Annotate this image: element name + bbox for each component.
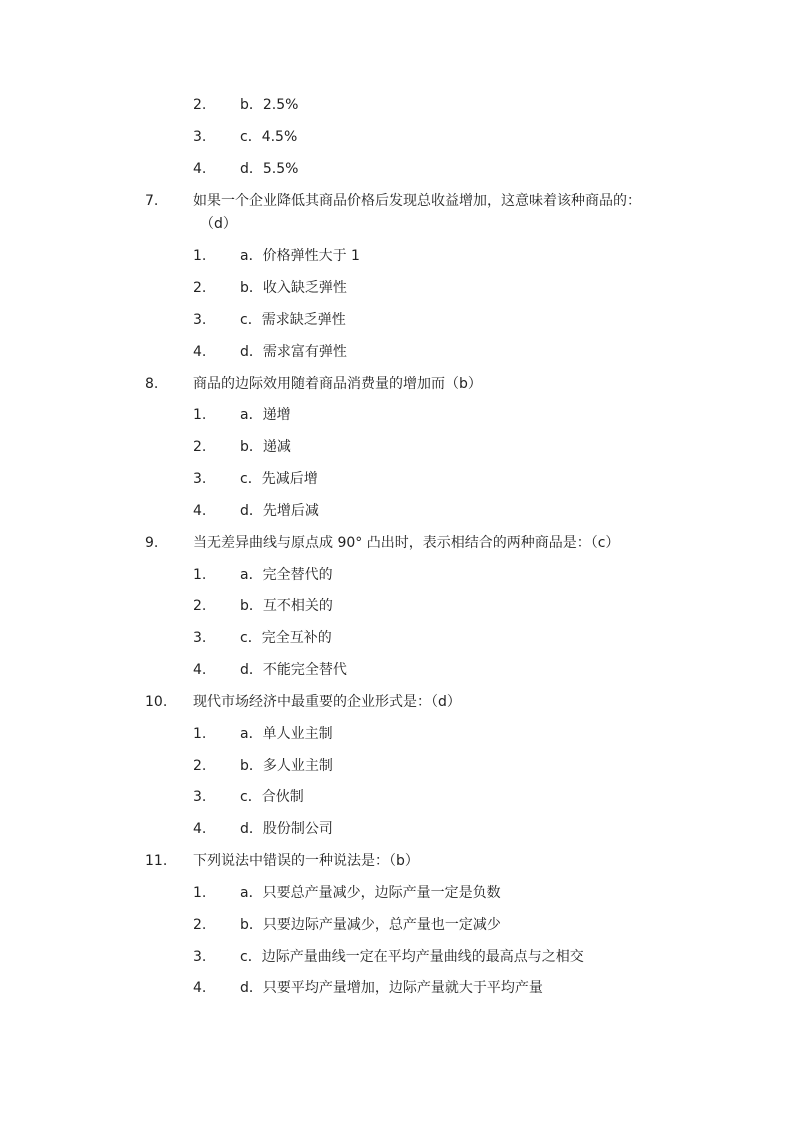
option-number: 1. xyxy=(193,248,207,264)
option-text: a．单人业主制 xyxy=(240,726,333,742)
option-number: 3. xyxy=(193,949,207,965)
option-text: b．互不相关的 xyxy=(240,598,333,614)
option-text: c．边际产量曲线一定在平均产量曲线的最高点与之相交 xyxy=(240,949,584,965)
question-text: 下列说法中错误的一种说法是：（b） xyxy=(193,853,419,869)
option-text: d．只要平均产量增加，边际产量就大于平均产量 xyxy=(240,980,543,996)
option-number: 3. xyxy=(193,129,207,145)
question-text: 当无差异曲线与原点成 90° 凸出时，表示相结合的两种商品是：（c） xyxy=(193,535,620,551)
question-text: 如果一个企业降低其商品价格后发现总收益增加，这意味着该种商品的： xyxy=(193,193,641,209)
option-number: 2. xyxy=(193,439,207,455)
option-text: d．5.5% xyxy=(240,161,299,177)
question-text: 现代市场经济中最重要的企业形式是：（d） xyxy=(193,694,461,710)
question-number: 10. xyxy=(145,694,168,710)
option-text: d．先增后减 xyxy=(240,503,319,519)
option-text: b．多人业主制 xyxy=(240,758,333,774)
option-number: 3. xyxy=(193,312,207,328)
option-number: 2. xyxy=(193,598,207,614)
option-text: b．收入缺乏弹性 xyxy=(240,280,347,296)
option-text: b．递减 xyxy=(240,439,291,455)
option-text: a．递增 xyxy=(240,407,291,423)
option-number: 3. xyxy=(193,471,207,487)
question-number: 11. xyxy=(145,853,168,869)
question-answer: （d） xyxy=(200,216,237,232)
option-text: d．股份制公司 xyxy=(240,821,333,837)
option-text: b．2.5% xyxy=(240,97,299,113)
option-number: 2. xyxy=(193,280,207,296)
option-text: c．需求缺乏弹性 xyxy=(240,312,346,328)
option-number: 4. xyxy=(193,662,207,678)
question-text: 商品的边际效用随着商品消费量的增加而（b） xyxy=(193,376,482,392)
option-number: 3. xyxy=(193,789,207,805)
option-number: 2. xyxy=(193,97,207,113)
option-text: a．完全替代的 xyxy=(240,567,333,583)
option-number: 2. xyxy=(193,758,207,774)
question-number: 9. xyxy=(145,535,159,551)
option-number: 4. xyxy=(193,980,207,996)
option-text: b．只要边际产量减少，总产量也一定减少 xyxy=(240,917,501,933)
option-number: 2. xyxy=(193,917,207,933)
option-number: 1. xyxy=(193,885,207,901)
option-text: d．不能完全替代 xyxy=(240,662,347,678)
question-number: 7. xyxy=(145,193,159,209)
option-number: 3. xyxy=(193,630,207,646)
option-text: a．价格弹性大于 1 xyxy=(240,248,360,264)
option-number: 4. xyxy=(193,344,207,360)
option-number: 4. xyxy=(193,503,207,519)
option-text: c．4.5% xyxy=(240,129,298,145)
option-number: 4. xyxy=(193,161,207,177)
option-text: c．完全互补的 xyxy=(240,630,332,646)
option-number: 1. xyxy=(193,567,207,583)
option-text: a．只要总产量减少，边际产量一定是负数 xyxy=(240,885,501,901)
option-text: d．需求富有弹性 xyxy=(240,344,347,360)
option-number: 4. xyxy=(193,821,207,837)
option-text: c．先减后增 xyxy=(240,471,318,487)
option-number: 1. xyxy=(193,407,207,423)
question-number: 8. xyxy=(145,376,159,392)
option-text: c．合伙制 xyxy=(240,789,304,805)
option-number: 1. xyxy=(193,726,207,742)
